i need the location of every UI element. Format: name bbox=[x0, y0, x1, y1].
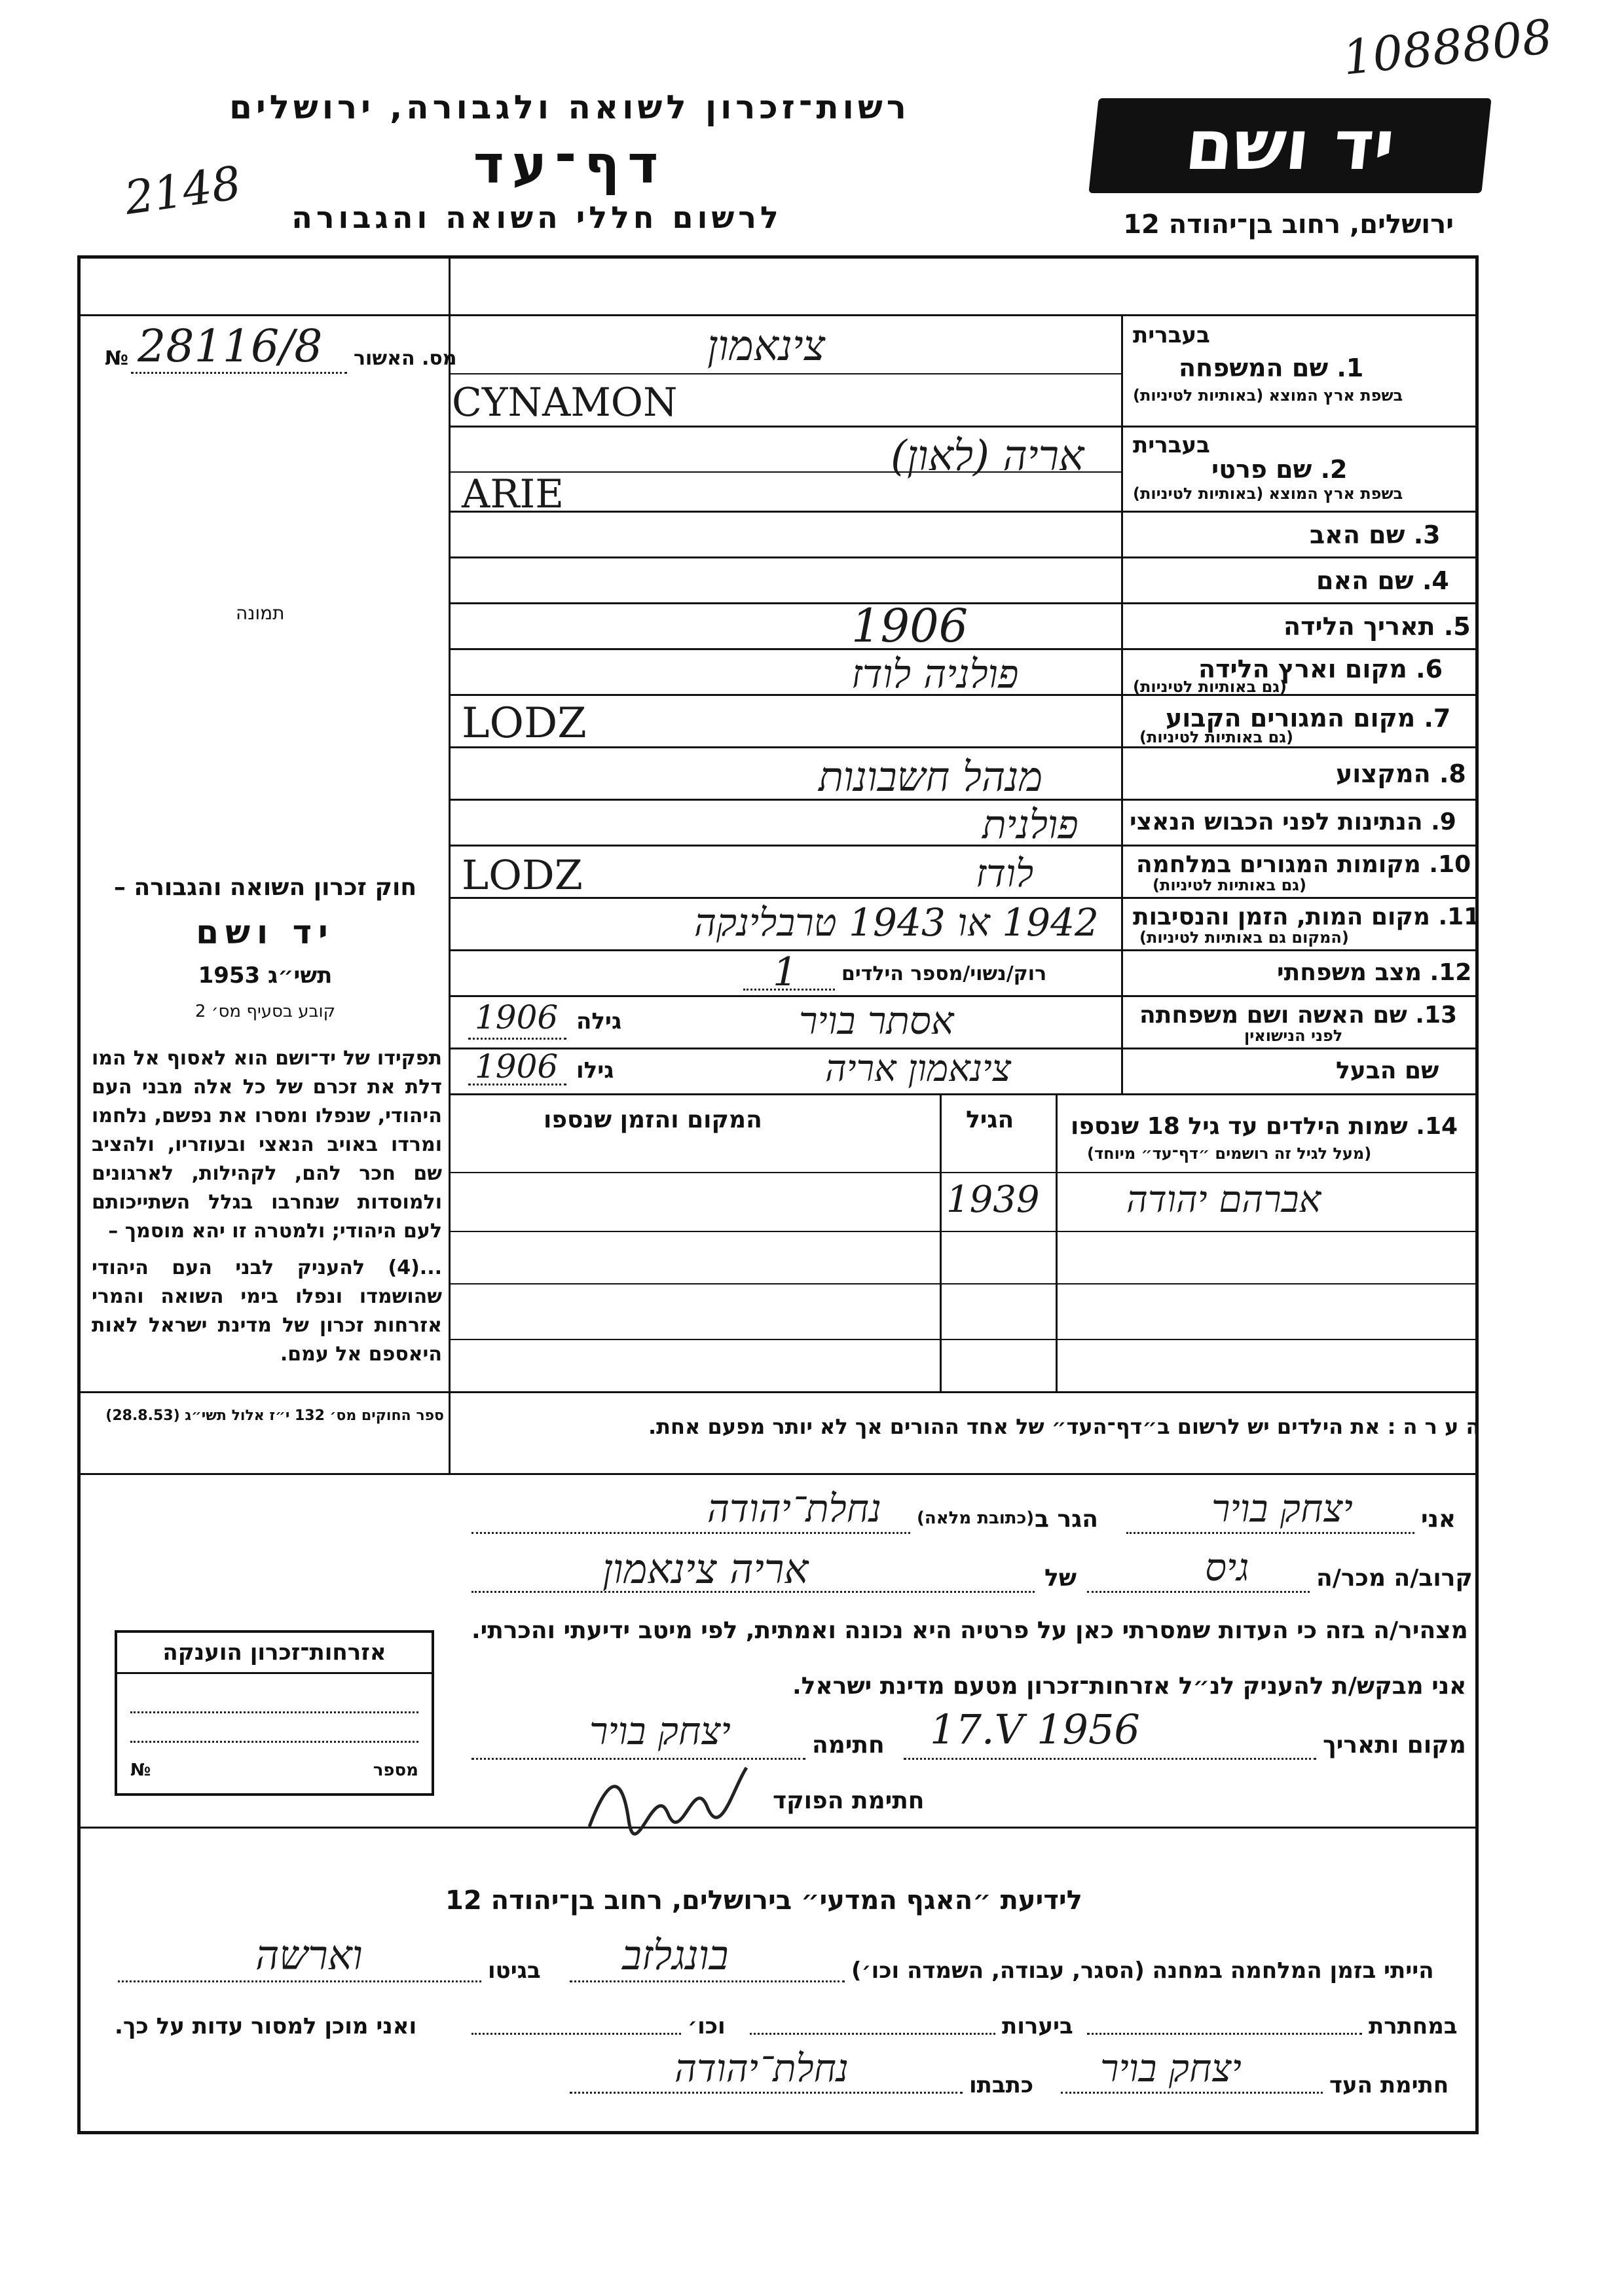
field-11-sub: (המקום גם באותיות לטיניות) bbox=[1139, 928, 1349, 947]
forests-label: ביערות bbox=[1002, 2013, 1073, 2039]
header-address: ירושלים, רחוב בן־יהודה 12 bbox=[1123, 210, 1454, 240]
field-12-value: 1 bbox=[773, 949, 798, 995]
citizenship-number-label: מספר bbox=[373, 1760, 418, 1780]
form-subtitle: לרשום חללי השואה והגבורה bbox=[291, 200, 783, 235]
of-label: של bbox=[1044, 1565, 1077, 1592]
law-year: תשי״ג 1953 bbox=[198, 962, 333, 989]
law-title: חוק זכרון השואה והגבורה – bbox=[113, 874, 417, 901]
officer-signature-scribble bbox=[583, 1761, 753, 1842]
field-1-value-hebrew: צינאמון bbox=[707, 322, 826, 371]
witness-signature: יצחק בויר bbox=[589, 1709, 731, 1753]
field-12-label: 12. מצב משפחתי bbox=[1277, 959, 1472, 986]
citizenship-box bbox=[115, 1630, 434, 1796]
field-1-value-latin: CYNAMON bbox=[452, 380, 678, 426]
field-8-label: 8. המקצוע bbox=[1336, 759, 1466, 788]
archive-stamp-number: 1088808 bbox=[1340, 9, 1555, 86]
camp-line-label: הייתי בזמן המלחמה במחנה (הסגר, עבודה, השמדה וכו׳) bbox=[851, 1958, 1434, 1984]
address-hint: (כתובת מלאה) bbox=[917, 1508, 1035, 1528]
field-5-label: 5. תאריך הלידה bbox=[1283, 612, 1471, 641]
field-10-label: 10. מקומות המגורים במלחמה bbox=[1136, 851, 1471, 878]
field-10-sub: (גם באותיות לטיניות) bbox=[1153, 876, 1306, 894]
children-place-header: המקום והזמן שנספו bbox=[544, 1106, 762, 1133]
form-title: דף־עד bbox=[473, 134, 667, 195]
science-address-value: נחלת־יהודה bbox=[674, 2046, 849, 2090]
ready-to-testify: ואני מוכן למסור עדות על כך. bbox=[115, 2013, 417, 2039]
field-1-label: 1. שם המשפחה bbox=[1179, 354, 1364, 382]
field-13-age-value: 1906 bbox=[475, 998, 559, 1036]
science-address-label: כתבתו bbox=[969, 2072, 1034, 2098]
field-6-label: 6. מקום וארץ הלידה bbox=[1198, 655, 1443, 683]
husband-age-label: גילו bbox=[576, 1057, 614, 1084]
camp-value: בונגלזב bbox=[622, 1931, 729, 1979]
declaration-request: אני מבקש/ת להעניק לנ״ל אזרחות־זכרון מטעם מדינת ישראל. bbox=[792, 1673, 1467, 1700]
field-11-label: 11. מקום המות, הזמן והנסיבות bbox=[1133, 903, 1481, 930]
field-13-age-label: גילה bbox=[576, 1008, 622, 1034]
field-7-value: LODZ bbox=[462, 699, 587, 748]
field-2-label: 2. שם פרטי bbox=[1211, 455, 1348, 484]
field-2-value-hebrew: אריה (לאון) bbox=[891, 432, 1084, 481]
children-age-header: הגיל bbox=[966, 1106, 1014, 1133]
law-text-2: ...(4) להעניק לבני העם היהודי שהושמדו ונפלו בימי השואה והמרי אזרחות זכרון של מדינת ישראל לאות היאספם אל עמם. bbox=[92, 1256, 442, 1366]
field-9-label: 9. הנתינות לפני הכבוש הנאצי bbox=[1130, 809, 1456, 835]
relation-of-name: אריה צינאמון bbox=[602, 1545, 809, 1593]
field-3-label: 3. שם האב bbox=[1310, 520, 1441, 549]
husband-value: צינאמון אריה bbox=[825, 1048, 1012, 1090]
field-13-sub: לפני הנישואין bbox=[1244, 1027, 1343, 1045]
field-2-value-latin: ARIE bbox=[462, 471, 564, 517]
field-11-value: 1942 או 1943 טרבלינקה bbox=[694, 900, 1099, 945]
witness-address: נחלת־יהודה bbox=[707, 1486, 881, 1531]
yad-vashem-logo bbox=[1088, 98, 1491, 193]
handwritten-reference: 2148 bbox=[121, 156, 244, 225]
approval-number: 28116/8 bbox=[138, 321, 323, 373]
field-1-hebrew-tag: בעברית bbox=[1133, 322, 1210, 348]
husband-label: שם הבעל bbox=[1336, 1057, 1439, 1084]
declaration-statement: מצהיר/ה בזה כי העדות שמסרתי כאן על פרטיה היא נכונה ואמתית, לפי מיטב ידיעתי והכרתי. bbox=[471, 1617, 1468, 1644]
witness-signature-label: חתימת העד bbox=[1329, 2072, 1449, 2098]
officer-signature-label: חתימת הפוקד bbox=[773, 1787, 925, 1814]
children-note: ה ע ר ה : את הילדים יש לרשום ב״דף־העד״ של אחד ההורים אך לא יותר מפעם אחת. bbox=[648, 1414, 1481, 1439]
relation-value: גיס bbox=[1205, 1545, 1249, 1590]
science-title: לידיעת ״האגף המדעי״ בירושלים, רחוב בן־יהודה 12 bbox=[445, 1886, 1082, 1916]
field-5-value: 1906 bbox=[851, 599, 969, 653]
law-text-1: תפקידו של יד־ושם הוא לאסוף אל המו דלת את זכרם של כל אלה מבני העם היהודי, שנפלו ומסרו את נפשם, נלחמו ומרדו באויב הנאצי ובעוזריו, ולהציב שם חכר להם, לקהילות, לארגונים ולמוסדות שנחרבו בגלל השתייכותם לעם היהודי; ולמטרה זו יהא מוסמך – bbox=[92, 1047, 442, 1243]
husband-age-value: 1906 bbox=[475, 1048, 559, 1085]
children-label: 14. שמות הילדים עד גיל 18 שנספו bbox=[1071, 1113, 1458, 1140]
resides-label: הגר ב bbox=[1035, 1506, 1098, 1533]
law-gazette: ספר החוקים מס׳ 132 י״ז אלול תשי״ג (28.8.53) bbox=[105, 1408, 444, 1424]
declaration-ani: אני bbox=[1421, 1506, 1456, 1533]
authority-name: רשות־זכרון לשואה ולגבורה, ירושלים bbox=[229, 88, 910, 126]
child-1-age: 1939 bbox=[946, 1178, 1040, 1221]
underground-label: במחתרת bbox=[1369, 2013, 1458, 2039]
relation-label: קרוב/ה מכר/ה bbox=[1316, 1565, 1473, 1592]
field-10-value-hebrew: לודז bbox=[976, 851, 1034, 896]
law-name: יד ושם bbox=[196, 913, 335, 951]
photo-placeholder-label: תמונה bbox=[236, 602, 285, 624]
ghetto-value: וארשה bbox=[255, 1931, 363, 1979]
field-13-label: 13. שם האשה ושם משפחתה bbox=[1139, 1002, 1458, 1029]
field-7-sub: (גם באותיות לטיניות) bbox=[1139, 728, 1293, 746]
citizenship-no-sign: № bbox=[130, 1760, 151, 1780]
science-witness-signature: יצחק בויר bbox=[1100, 2046, 1242, 2090]
field-7-label: 7. מקום המגורים הקבוע bbox=[1166, 704, 1451, 733]
field-13-value: אסתר בויר bbox=[799, 998, 954, 1043]
field-9-value: פולנית bbox=[982, 802, 1079, 848]
logo-text: יד ושם bbox=[1181, 105, 1399, 185]
approval-label: מס. האשור bbox=[354, 347, 457, 370]
law-clause: קובע בסעיף מס׳ 2 bbox=[194, 1002, 336, 1021]
child-1-name: אברהם יהודה bbox=[1126, 1178, 1321, 1221]
approval-no-sign: № bbox=[105, 347, 129, 370]
field-6-value: פולניה לודז bbox=[851, 651, 1019, 697]
declaration-date: 17.V 1956 bbox=[930, 1705, 1140, 1753]
field-2-sub: בשפת ארץ המוצא (באותיות לטיניות) bbox=[1133, 484, 1403, 503]
witness-name: יצחק בויר bbox=[1211, 1486, 1353, 1531]
field-10-value-latin: LODZ bbox=[462, 851, 583, 899]
citizenship-box-title: אזרחות־זכרון הוענקה bbox=[117, 1633, 432, 1674]
children-sub: (מעל לגיל זה רושמים ״דף־עד״ מיוחד) bbox=[1087, 1144, 1372, 1163]
signature-label: חתימה bbox=[812, 1732, 885, 1758]
place-date-label: מקום ותאריך bbox=[1323, 1732, 1466, 1758]
field-6-sub: (גם באותיות לטיניות) bbox=[1133, 678, 1287, 696]
field-8-value: מנהל חשבונות bbox=[819, 753, 1043, 801]
field-4-label: 4. שם האם bbox=[1316, 566, 1449, 595]
field-2-hebrew-tag: בעברית bbox=[1133, 432, 1210, 458]
etc-label: וכו׳ bbox=[688, 2013, 726, 2039]
ghetto-label: בגיטו bbox=[488, 1958, 541, 1984]
field-12-sub: רוק/נשוי/מספר הילדים bbox=[841, 962, 1047, 985]
field-1-sub: בשפת ארץ המוצא (באותיות לטיניות) bbox=[1133, 386, 1403, 405]
